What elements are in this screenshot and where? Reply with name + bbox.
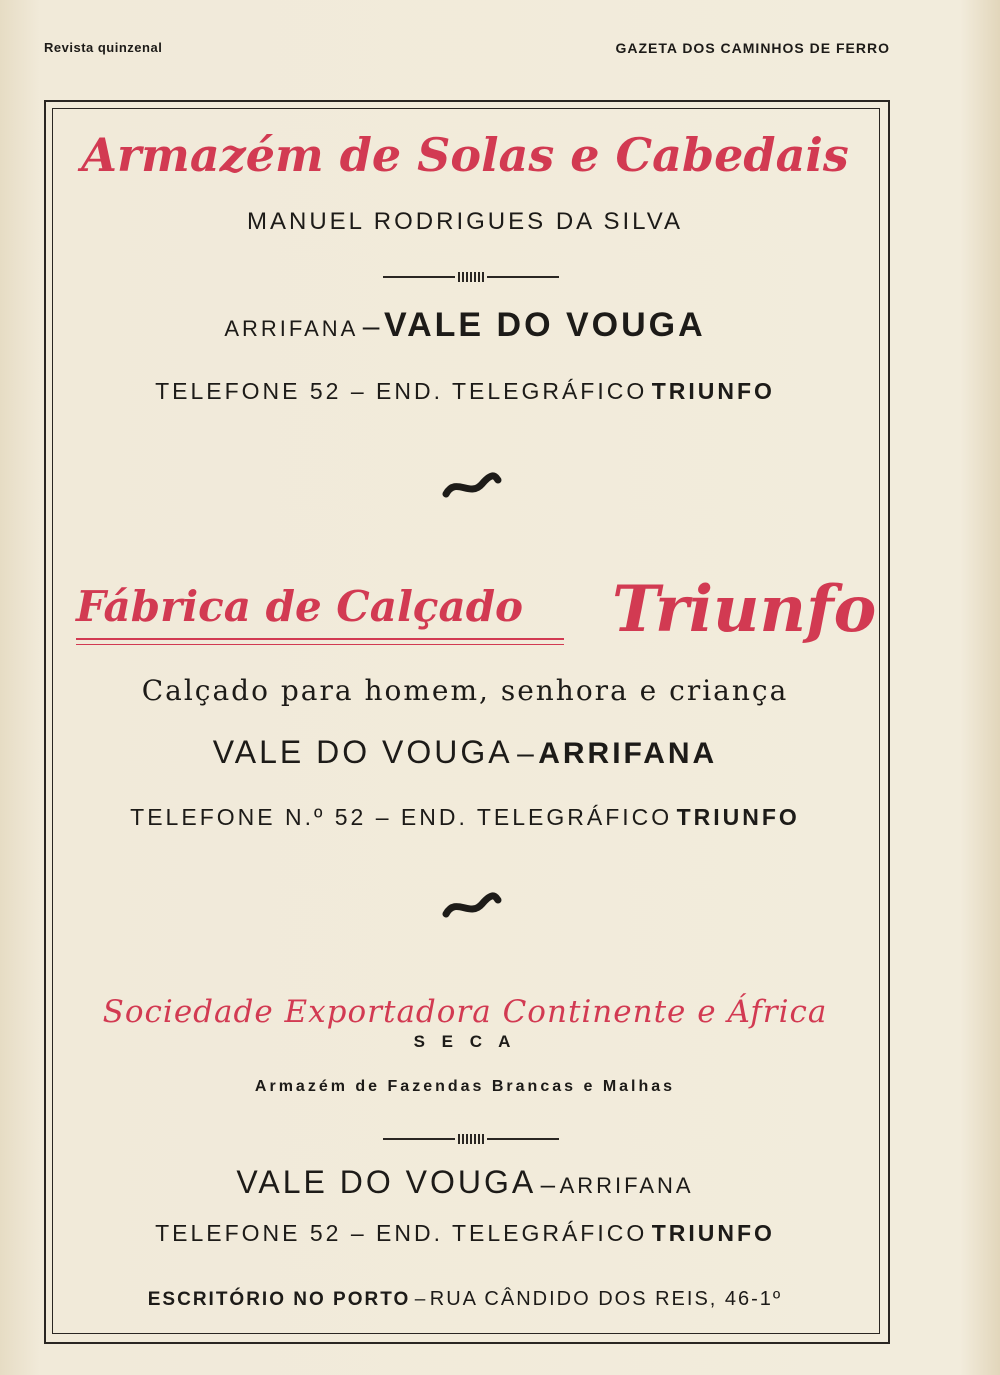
ad2-location-dash: –: [517, 737, 534, 770]
ad2-contact: [52, 804, 878, 831]
ad2-tagline: Calçado para homem, senhora e criança: [141, 674, 789, 707]
ad1-phone: TELEFONE 52 – END. TELEGRÁFICO: [155, 378, 648, 404]
ad3-office: [52, 1288, 878, 1311]
ad3-business: Armazém de Fazendas Brancas e Malhas: [254, 1078, 676, 1095]
ad3-office-label: ESCRITÓRIO NO PORTO: [147, 1289, 411, 1310]
ad2-title-underline: [76, 638, 564, 640]
ornamental-separator: [383, 1134, 559, 1144]
ad2-phone: TELEFONE N.º 52 – END. TELEGRÁFICO: [130, 804, 673, 830]
ad1-location-b: VALE DO VOUGA: [383, 306, 706, 344]
ad3-location: [52, 1164, 878, 1201]
ad2-brand: Triunfo: [612, 572, 877, 647]
ad3-title: Sociedade Exportadora Continente e África: [102, 994, 828, 1030]
ornamental-separator: [383, 272, 559, 282]
ad1-location-dash: –: [362, 310, 380, 343]
ad2-title: Fábrica de Calçado: [76, 582, 524, 631]
tilde-ornament: [442, 892, 502, 922]
ad2-location-b: ARRIFANA: [538, 737, 718, 770]
ad1-telegraph: TRIUNFO: [651, 378, 775, 404]
magazine-title: GAZETA DOS CAMINHOS DE FERRO: [615, 40, 890, 56]
ad2-location: [52, 734, 878, 771]
ad1-title: Armazém de Solas e Cabedais: [81, 128, 849, 182]
ad3-office-address: RUA CÂNDIDO DOS REIS, 46-1º: [429, 1288, 783, 1310]
ad3-office-dash: –: [414, 1289, 426, 1310]
ad3-location-a: VALE DO VOUGA: [236, 1164, 537, 1200]
ad1-owner: MANUEL RODRIGUES DA SILVA: [247, 208, 683, 235]
ad3-abbreviation: S E C A: [413, 1032, 517, 1051]
ad2-telegraph: TRIUNFO: [676, 804, 800, 830]
ad3-location-dash: –: [540, 1169, 556, 1199]
ad-frame-inner: [52, 108, 880, 1334]
ad3-telegraph: TRIUNFO: [651, 1220, 775, 1246]
tilde-ornament: [442, 472, 502, 502]
ad2-location-a: VALE DO VOUGA: [212, 734, 513, 770]
ad1-location: [52, 306, 878, 345]
ad1-contact: [52, 378, 878, 405]
ad1-location-a: ARRIFANA: [224, 316, 359, 341]
ad2-title-underline-thin: [76, 644, 564, 645]
ad3-location-b: ARRIFANA: [559, 1173, 694, 1198]
magazine-subtitle: Revista quinzenal: [44, 40, 163, 55]
ad3-contact: [52, 1220, 878, 1247]
ad3-phone: TELEFONE 52 – END. TELEGRÁFICO: [155, 1220, 648, 1246]
